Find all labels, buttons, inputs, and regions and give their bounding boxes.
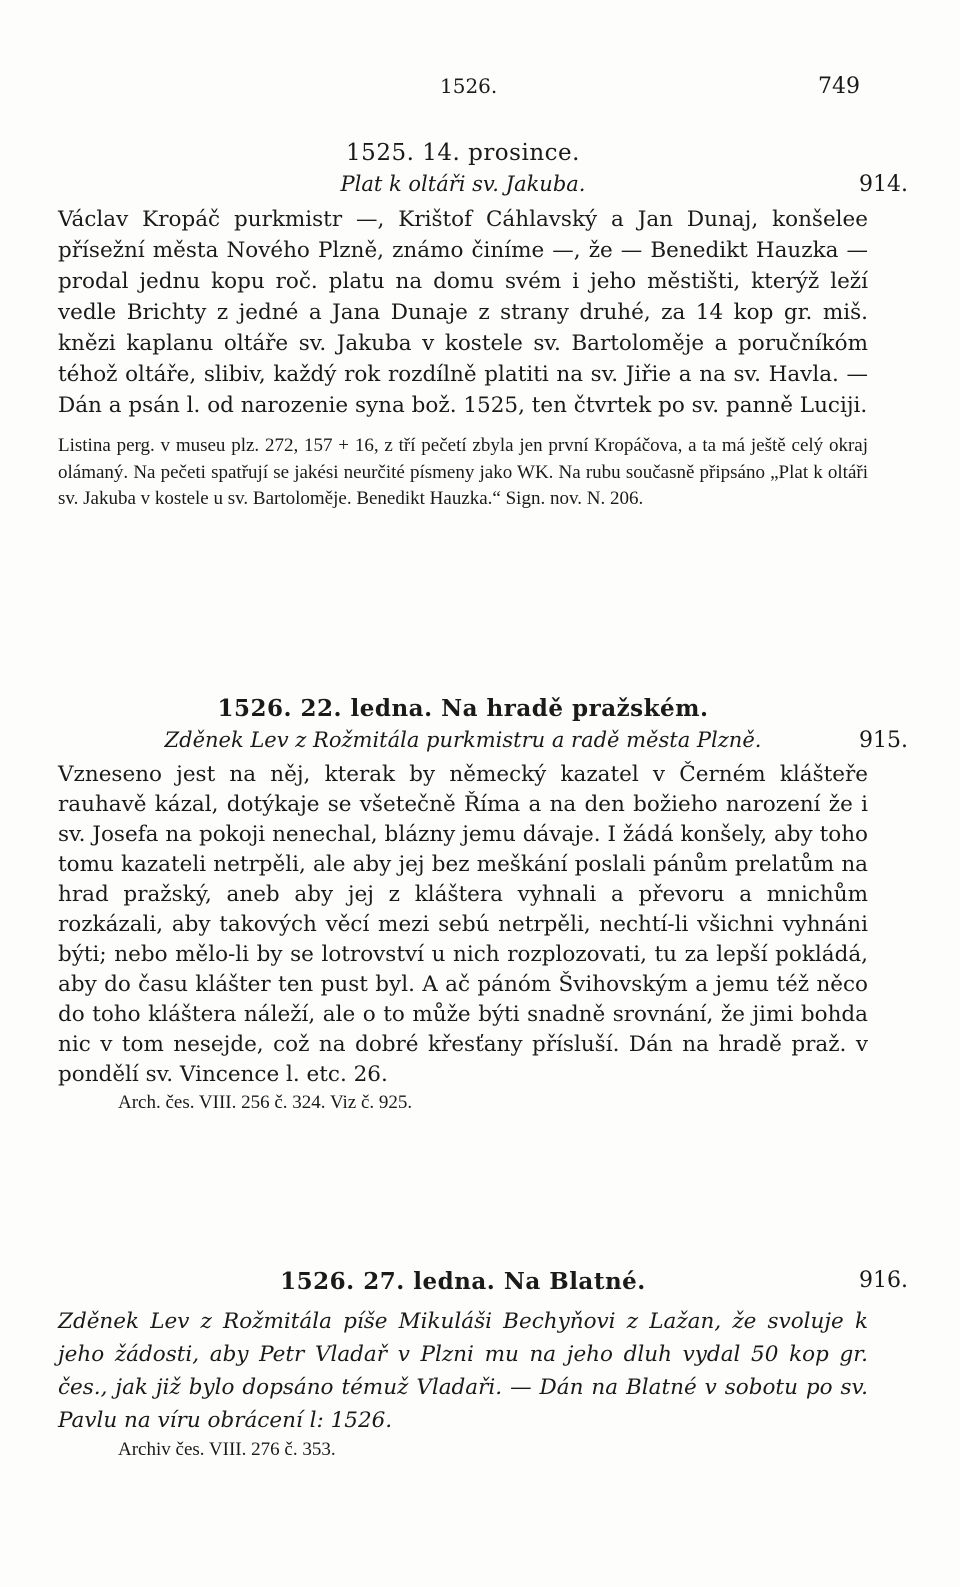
entry-title-row xyxy=(58,172,908,197)
entry-title: Plat k oltáři sv. Jakuba. xyxy=(340,172,586,196)
entry-915 xyxy=(58,695,908,1114)
entry-body: Zděnek Lev z Rožmitála píše Mikuláši Bechyňovi z Lažan, že svoluje k jeho žádosti, aby Petr Vladař v Plzni mu na jeho dluh vydal 50 kop gr. čes., jak již bylo dopsáno témuž Vladaři. — Dán na Blatné v sobotu po sv. Pavlu na víru obrácení l: 1526. xyxy=(58,1309,868,1433)
page-header xyxy=(60,74,860,108)
entry-914 xyxy=(58,140,908,513)
entry-source: Archiv čes. VIII. 276 č. 353. xyxy=(118,1439,336,1460)
entry-title: Zděnek Lev z Rožmitála purkmistru a radě města Plzně. xyxy=(164,728,762,752)
entry-title-row xyxy=(58,1268,908,1295)
entry-date: 1526. 22. ledna. Na hradě pražském. xyxy=(217,695,709,722)
entry-916 xyxy=(58,1262,908,1461)
entry-body: Vzneseno jest na něj, kterak by německý kazatel v Černém klášteře rauhavě kázal, dotýkaje se všetečně Říma a na den božieho narození že i sv. Josefa na pokoji nenechal, blázny jemu dávaje. I žádá konšely, aby toho tomu kazateli netrpěli, ale aby jej bez meškání poslali pánům prelatům na hrad pražský, aneb aby jej z kláštera vyhnali a převoru a mnichům rozkázali, aby takových věcí mezi sebú netrpěli, nechtí-li všichni vyhnáni býti; nebo mělo-li by se lotrovství u nich rozplozovati, tu za lepší pokládá, aby do času klášter ten pust byl. A ač pánóm Švihovským a jemu též něco do toho kláštera náleží, ale o to může býti snadně srovnání, že jimi bohda nic v tom nesejde, což na dobré křesťany přísluší. Dán na hradě praž. v pondělí sv. Vincence l. etc. 26. xyxy=(58,762,868,1087)
entry-date: 1526. 27. ledna. Na Blatné. xyxy=(280,1268,646,1295)
entry-number: 914. xyxy=(859,172,908,197)
entry-note: Listina perg. v museu plz. 272, 157 + 16, z tří pečetí zbyla jen první Kropáčova, a ta má ještě celý okraj olámaný. Na pečeti spatřují se jakési neurčité písmeny jako WK. Na rubu současně připsáno „Plat k oltáři sv. Jakuba v kostele u sv. Bartoloměje. Benedikt Hauzka.“ Sign. nov. N. 206. xyxy=(58,435,868,509)
header-year: 1526. xyxy=(440,74,498,98)
page-number: 749 xyxy=(818,74,860,99)
entry-number: 916. xyxy=(859,1268,908,1293)
entry-number: 915. xyxy=(859,728,908,753)
entry-source: Arch. čes. VIII. 256 č. 324. Viz č. 925. xyxy=(118,1092,413,1113)
entry-title-row xyxy=(58,728,908,753)
entry-date: 1525. 14. prosince. xyxy=(346,140,580,166)
entry-body: Václav Kropáč purkmistr —, Krištof Cáhlavský a Jan Dunaj, konšelee přísežní města Nového Plzně, známo činíme —, že — Benedikt Hauzka — prodal jednu kopu roč. platu na domu svém i jeho městišti, kterýž leží vedle Brichty z jedné a Jana Dunaje z strany druhé, za 14 kop gr. miš. knězi kaplanu oltáře sv. Jakuba v kostele sv. Bartoloměje a poručníkóm téhož oltáře, slibiv, každý rok rozdílně platiti na sv. Jiřie a na sv. Havla. — Dán a psán l. od narozenie syna bož. 1525, ten čtvrtek po sv. panně Luciji. xyxy=(58,207,868,418)
